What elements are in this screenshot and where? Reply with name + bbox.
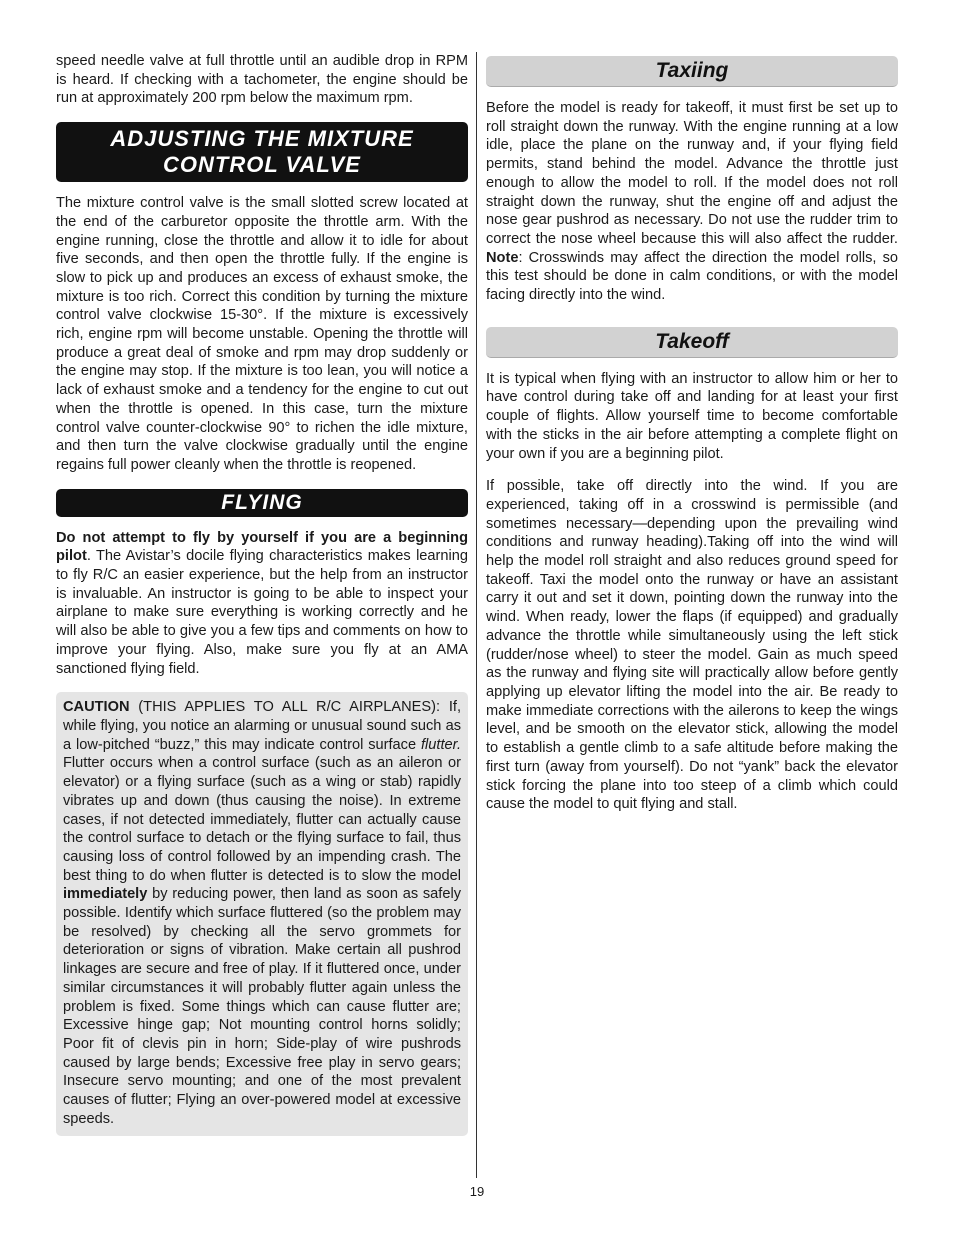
flying-paragraph-rest: . The Avistar’s docile flying characteristics makes learning to fly R/C an easier experience, but the help from an instructor is invaluable. An instructor is going to be able to inspect your airplane to make sure everything is working correctly and he will also be able to give you a few tips and comments on how to improve your flying. Also, make sure you fly at an AMA sanctioned flying field.	[56, 548, 468, 677]
flying-warning-bold: Do not attempt to fly by yourself if you are a beginning pilot	[56, 529, 468, 565]
flying-paragraph	[56, 529, 468, 679]
left-column	[56, 52, 468, 1136]
takeoff-paragraph-2: If possible, take off directly into the wind. If you are experienced, taking off in a crosswind is permissible (and sometimes necessary—depending upon the prevailing wind conditions and runway heading).Taking off into the wind will help the model roll straight and also reduces ground speed for takeoff. Taxi the model onto the runway or have an assistant carry it out and set it down, pointing down the runway into the wind. When ready, lower the flaps (if equipped) and gradually advance the throttle while simultaneously using the left stick (rudder/nose wheel) to steer the model. Gain as much speed as the runway and flying site will practically allow before gently applying up elevator lifting the model into the air. Be ready to make immediate corrections with the ailerons to keep the wings level, and be smooth on the elevator stick, allowing the model to establish a gentle climb to a safe altitude before making the first turn (away from yourself). Do not “yank” back the elevator stick forcing the plane into too steep of a climb which could cause the model to quit flying and stall.	[486, 478, 898, 813]
flying-heading	[56, 489, 468, 517]
taxiing-paragraph	[486, 99, 898, 305]
taxiing-text-1: Before the model is ready for takeoff, it must first be set up to roll straight down the runway. With the engine running at a low idle, place the plane on the runway and, if your flying field permits, stand behind the model. Advance the throttle just enough to allow the model to roll. If the model does not roll straight down the runway, shut the engine off and adjust the nose gear pushrod as necessary. Do not use the rudder trim to correct the nose wheel because this will also affect the rudder.	[486, 100, 898, 247]
flying-heading-text: FLYING	[221, 490, 303, 514]
takeoff-heading	[486, 327, 898, 358]
caution-immediately-bold: immediately	[63, 886, 148, 903]
takeoff-paragraph-1: It is typical when flying with an instructor to allow him or her to have control during take off and landing for at least your first couple of flights. Allow yourself time to become comfortable with the sticks in the air before attempting a complete flight on your own if you are a beginning pilot.	[486, 370, 898, 462]
right-column	[486, 56, 898, 814]
caution-flutter-italic: flutter.	[420, 736, 461, 753]
caution-box	[56, 692, 468, 1136]
caution-text-2: Flutter occurs when a control surface (such as an aileron or elevator) or a flying surface (such as a wing or stab) rapidly vibrates up and down (thus causing the noise). In extreme cases, if not detected immediately, flutter can actually cause the control surface to detach or the flying surface to fail, thus causing loss of control followed by an impending crash. The best thing to do when flutter is detected is to slow the model	[63, 755, 461, 884]
intro-paragraph: speed needle valve at full throttle until an audible drop in RPM is heard. If checking with a tachometer, the engine should be run at approximately 200 rpm below the maximum rpm.	[56, 53, 468, 107]
mixture-heading-line2: CONTROL VALVE	[163, 152, 361, 178]
taxiing-text-2: : Crosswinds may affect the direction the model rolls, so this test should be done in calm conditions, or with the model facing directly into the wind.	[486, 249, 898, 304]
takeoff-heading-text: Takeoff	[655, 329, 729, 353]
mixture-heading	[56, 122, 468, 182]
taxiing-note-label: Note	[486, 249, 519, 266]
page-number: 19	[469, 1184, 485, 1199]
taxiing-heading-text: Taxiing	[655, 59, 729, 82]
caution-label: CAUTION	[63, 699, 130, 716]
caution-text-3: by reducing power, then land as soon as safely possible. Identify which surface fluttered (so the problem may be resolved) by checking all the servo grommets for deterioration or signs of vibration. Make certain all pushrod linkages are secure and free of play. If it fluttered once, under similar circumstances it will probably flutter again unless the problem is fixed. Some things which can cause flutter are; Excessive hinge gap; Not mounting control horns solidly; Poor fit of clevis pin in horn; Side-play of wire pushrods caused by large bends; Excessive free play in servo gears; Insecure servo mounting; and one of the most prevalent causes of flutter; Flying an over-powered model at excessive speeds.	[63, 886, 461, 1127]
taxiing-heading	[486, 56, 898, 87]
column-divider	[476, 52, 477, 1178]
caution-text-1: (THIS APPLIES TO ALL R/C AIRPLANES): If, while flying, you notice an alarming or unusual sound such as a low-pitched “buzz,” this may indicate control surface	[63, 699, 461, 753]
mixture-heading-line1: ADJUSTING THE MIXTURE	[110, 126, 414, 152]
mixture-paragraph: The mixture control valve is the small slotted screw located at the end of the carburetor opposite the throttle arm. With the engine running, close the throttle and allow it to idle for about five seconds, and then open the throttle fully. If the engine is slow to pick up and produces an excess of exhaust smoke, the mixture is too rich. Correct this condition by turning the mixture control valve clockwise 15-30°. If the mixture is excessively rich, engine rpm will become unstable. Opening the throttle will produce a great deal of smoke and rpm may drop suddenly or the engine may stop. If the mixture is too lean, you will notice a lack of exhaust smoke and a tendency for the engine to cut out when the throttle is opened. In this case, turn the mixture control valve counter-clockwise 90° to richen the idle mixture, and then turn the valve clockwise gradually until the engine regains full power cleanly when the throttle is reopened.	[56, 195, 468, 473]
caution-paragraph	[63, 698, 461, 1128]
